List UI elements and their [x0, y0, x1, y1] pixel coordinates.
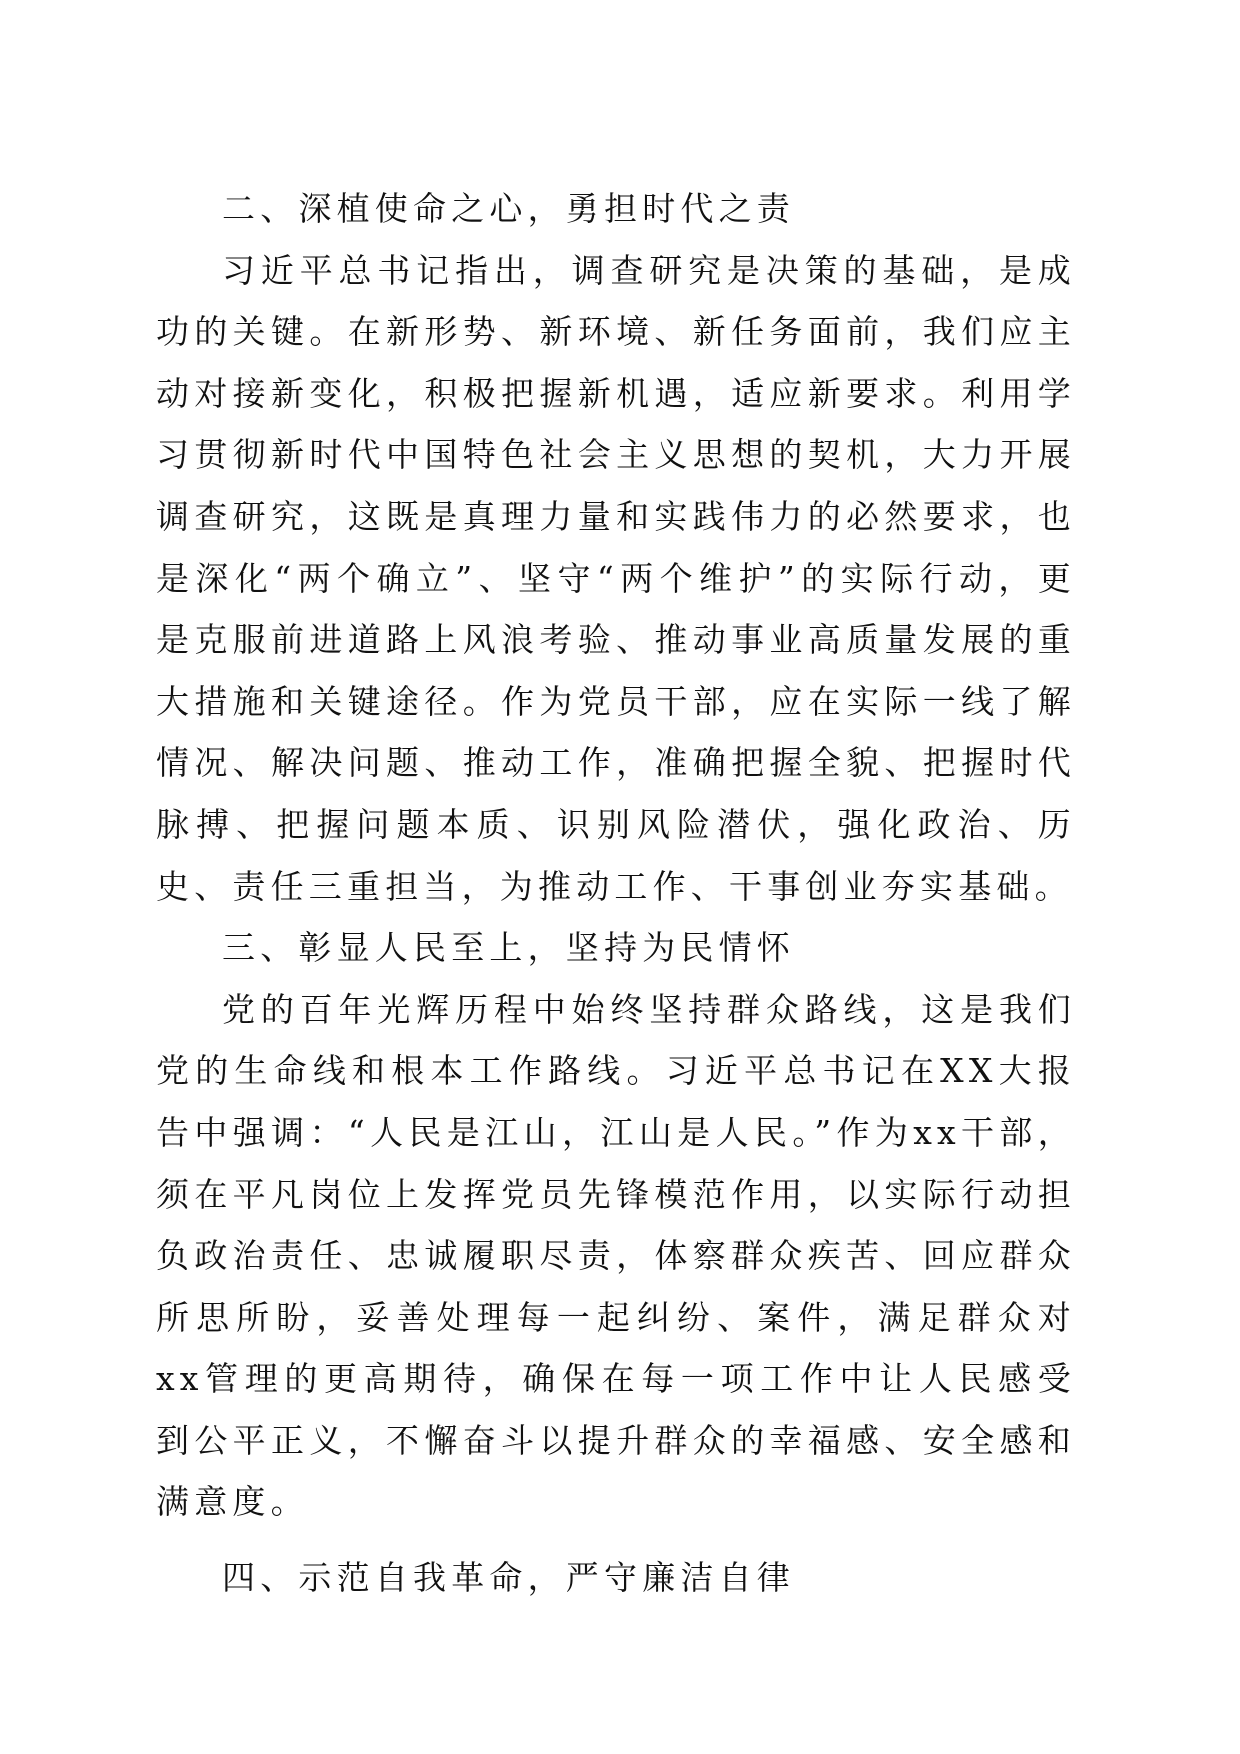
section-2-paragraph: 习近平总书记指出，调查研究是决策的基础，是成功的关键。在新形势、新环境、新任务面前，我们应主动对接新变化，积极把握新机遇，适应新要求。利用学习贯彻新时代中国特色社会主义思想的契机，大力开展调查研究，这既是真理力量和实践伟力的必然要求，也是深化“两个确立”、坚守“两个维护”的实际行动，更是克服前进道路上风浪考验、推动事业高质量发展的重大措施和关键途径。作为党员干部，应在实际一线了解情况、解决问题、推动工作，准确把握全貌、把握时代脉搏、把握问题本质、识别风险潜伏，强化政治、历史、责任三重担当，为推动工作、干事创业夯实基础。: [156, 250, 1076, 906]
section-heading-3: 三、彰显人民至上，坚持为民情怀: [222, 928, 795, 968]
section-heading-2: 二、深植使命之心，勇担时代之责: [222, 189, 795, 228]
section-heading-4: 四、示范自我革命，严守廉洁自律: [222, 1558, 795, 1598]
document-body: [156, 178, 1076, 1609]
section-3-paragraph: 党的百年光辉历程中始终坚持群众路线，这是我们党的生命线和根本工作路线。习近平总书记在XX大报告中强调：“人民是江山，江山是人民。”作为xx干部，须在平凡岗位上发挥党员先锋模范作用，以实际行动担负政治责任、忠诚履职尽责，体察群众疾苦、回应群众所思所盼，妥善处理每一起纠纷、案件，满足群众对xx管理的更高期待，确保在每一项工作中让人民感受到公平正义，不懈奋斗以提升群众的幸福感、安全感和满意度。: [156, 989, 1076, 1522]
